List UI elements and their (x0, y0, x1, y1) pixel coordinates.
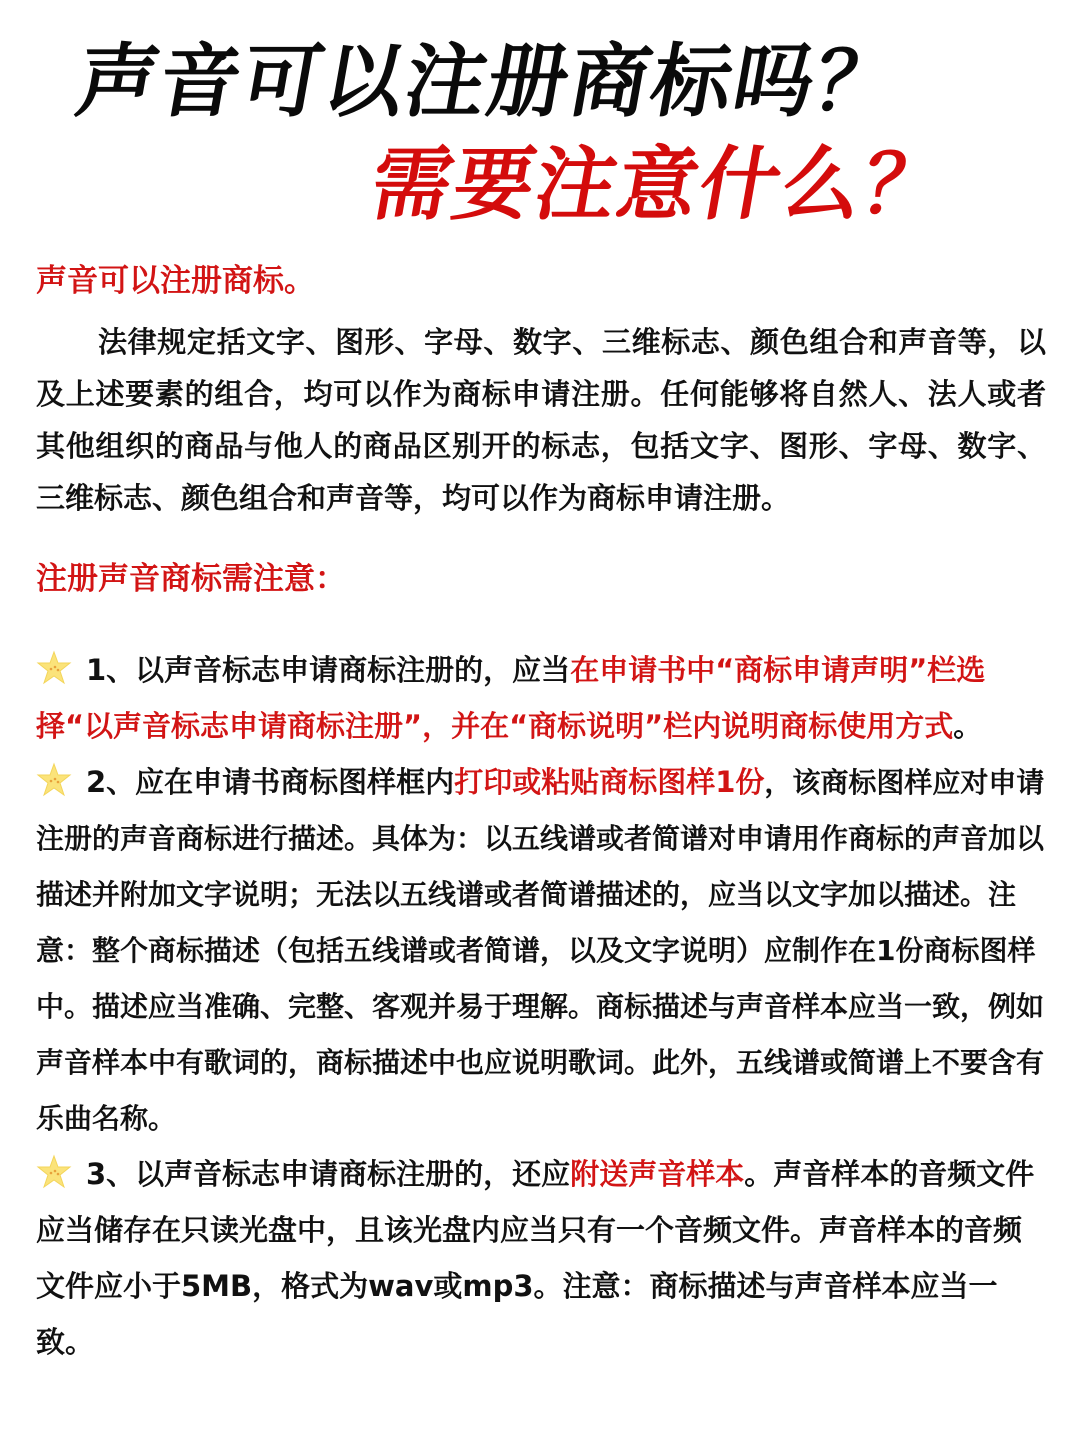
title-line-2: 需要注意什么？ (363, 138, 955, 231)
note-3-suffix: 。声音样本的音频文件应当储存在只读光盘中，且该光盘内应当只有一个音频文件。声音样本的音频文件应小于5MB，格式为wav或mp3。注意：商标描述与声音样本应当一致。 (36, 1157, 1035, 1359)
note-2-highlight: 打印或粘贴商标图样1份 (454, 765, 765, 799)
article-body (36, 258, 1046, 1370)
note-3-highlight: 附送声音样本 (570, 1157, 745, 1191)
section-heading-notes: 注册声音商标需注意： (36, 561, 346, 597)
note-1-highlight: 在申请书中“商标申请声明”栏选择“以声音标志申请商标注册”，并在“商标说明”栏内说明商标使用方式 (36, 653, 986, 743)
star-icon (36, 1152, 72, 1188)
note-item-1 (36, 642, 1046, 754)
legal-paragraph: 法律规定括文字、图形、字母、数字、三维标志、颜色组合和声音等，以及上述要素的组合，均可以作为商标申请注册。任何能够将自然人、法人或者其他组织的商品与他人的商品区别开的标志，包括文字、图形、字母、数字、三维标志、颜色组合和声音等，均可以作为商标申请注册。 (36, 325, 1046, 515)
note-1-suffix: 。 (953, 709, 983, 743)
note-1-prefix: 1、以声音标志申请商标注册的，应当 (86, 653, 571, 687)
note-item-3 (36, 1146, 1046, 1370)
note-3-prefix: 3、以声音标志申请商标注册的，还应 (86, 1157, 571, 1191)
title-line-1: 声音可以注册商标吗？ (69, 35, 907, 128)
note-2-suffix: ，该商标图样应对申请注册的声音商标进行描述。具体为：以五线谱或者简谱对申请用作商标的声音加以描述并附加文字说明；无法以五线谱或者简谱描述的，应当以文字加以描述。注意：整个商标描述（包括五线谱或者简谱，以及文字说明）应制作在1份商标图样中。描述应当准确、完整、客观并易于理解。商标描述与声音样本应当一致，例如声音样本中有歌词的，商标描述中也应说明歌词。此外，五线谱或简谱上不要含有乐曲名称。 (36, 766, 1045, 1135)
star-icon (36, 648, 72, 684)
note-item-2 (36, 754, 1046, 1146)
section-heading-can-register: 声音可以注册商标。 (36, 263, 315, 299)
note-2-prefix: 2、应在申请书商标图样框内 (86, 765, 455, 799)
star-icon (36, 760, 72, 796)
